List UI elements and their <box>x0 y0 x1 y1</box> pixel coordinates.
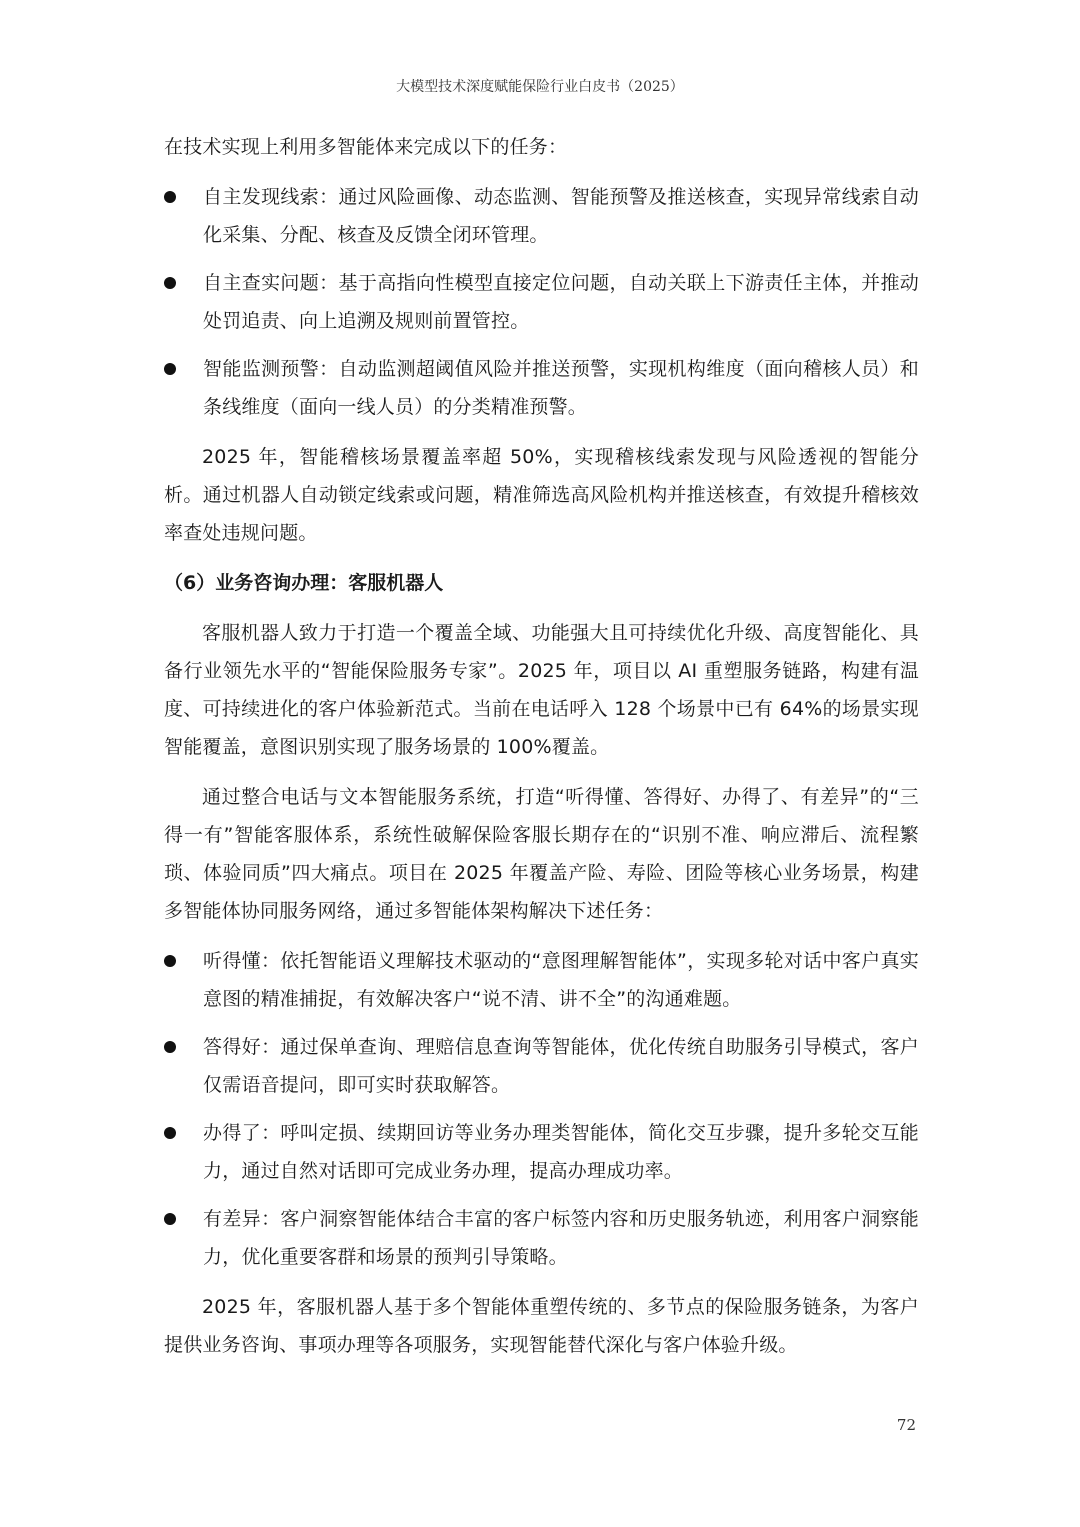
bullet-dot-icon <box>164 1127 176 1139</box>
list-item-text: 办得了：呼叫定损、续期回访等业务办理类智能体，简化交互步骤，提升多轮交互能力，通过自然对话即可完成业务办理，提高办理成功率。 <box>203 1122 919 1182</box>
list-item-text: 听得懂：依托智能语义理解技术驱动的“意图理解智能体”，实现多轮对话中客户真实意图的精准捕捉，有效解决客户“说不清、讲不全”的沟通难题。 <box>203 950 919 1010</box>
list-item-text: 答得好：通过保单查询、理赔信息查询等智能体，优化传统自助服务引导模式，客户仅需语音提问，即可实时获取解答。 <box>203 1036 919 1096</box>
list-item-text: 自主发现线索：通过风险画像、动态监测、智能预警及推送核查，实现异常线索自动化采集、分配、核查及反馈全闭环管理。 <box>203 186 919 246</box>
page-number: 72 <box>896 1416 916 1434</box>
bullet-dot-icon <box>164 191 176 203</box>
list-item <box>164 1114 919 1190</box>
chatbot-task-list <box>164 942 919 1276</box>
bullet-dot-icon <box>164 1041 176 1053</box>
chatbot-conclusion-paragraph: 2025 年，客服机器人基于多个智能体重塑传统的、多节点的保险服务链条，为客户提供业务咨询、事项办理等各项服务，实现智能替代深化与客户体验升级。 <box>164 1296 919 1356</box>
chatbot-intro-paragraph: 客服机器人致力于打造一个覆盖全域、功能强大且可持续优化升级、高度智能化、具备行业领先水平的“智能保险服务专家”。2025 年，项目以 AI 重塑服务链路，构建有温度、可持续进化的客户体验新范式。当前在电话呼入 128 个场景中已有 64%的场景实现智能覆盖，意图识别实现了服务场景的 100%覆盖。 <box>164 622 919 758</box>
chatbot-system-paragraph: 通过整合电话与文本智能服务系统，打造“听得懂、答得好、办得了、有差异”的“三得一有”智能客服体系，系统性破解保险客服长期存在的“识别不准、响应滞后、流程繁琐、体验同质”四大痛点。项目在 2025 年覆盖产险、寿险、团险等核心业务场景，构建多智能体协同服务网络，通过多智能体架构解决下述任务： <box>164 786 919 922</box>
bullet-dot-icon <box>164 277 176 289</box>
page-body <box>164 128 919 1376</box>
running-header: 大模型技术深度赋能保险行业白皮书（2025） <box>396 79 684 95</box>
list-item <box>164 1028 919 1104</box>
audit-task-list <box>164 178 919 426</box>
list-item-text: 自主查实问题：基于高指向性模型直接定位问题，自动关联上下游责任主体，并推动处罚追责、向上追溯及规则前置管控。 <box>203 272 919 332</box>
list-item <box>164 1200 919 1276</box>
bullet-dot-icon <box>164 363 176 375</box>
list-item <box>164 350 919 426</box>
list-item-text: 智能监测预警：自动监测超阈值风险并推送预警，实现机构维度（面向稽核人员）和条线维度（面向一线人员）的分类精准预警。 <box>203 358 919 418</box>
list-item <box>164 942 919 1018</box>
list-item-text: 有差异：客户洞察智能体结合丰富的客户标签内容和历史服务轨迹，利用客户洞察能力，优化重要客群和场景的预判引导策略。 <box>203 1208 919 1268</box>
bullet-dot-icon <box>164 1213 176 1225</box>
bullet-dot-icon <box>164 955 176 967</box>
list-item <box>164 264 919 340</box>
section-heading: （6）业务咨询办理：客服机器人 <box>164 572 444 594</box>
tasks-intro: 在技术实现上利用多智能体来完成以下的任务： <box>164 136 568 158</box>
audit-summary-paragraph: 2025 年，智能稽核场景覆盖率超 50%，实现稽核线索发现与风险透视的智能分析。通过机器人自动锁定线索或问题，精准筛选高风险机构并推送核查，有效提升稽核效率查处违规问题。 <box>164 446 919 544</box>
list-item <box>164 178 919 254</box>
